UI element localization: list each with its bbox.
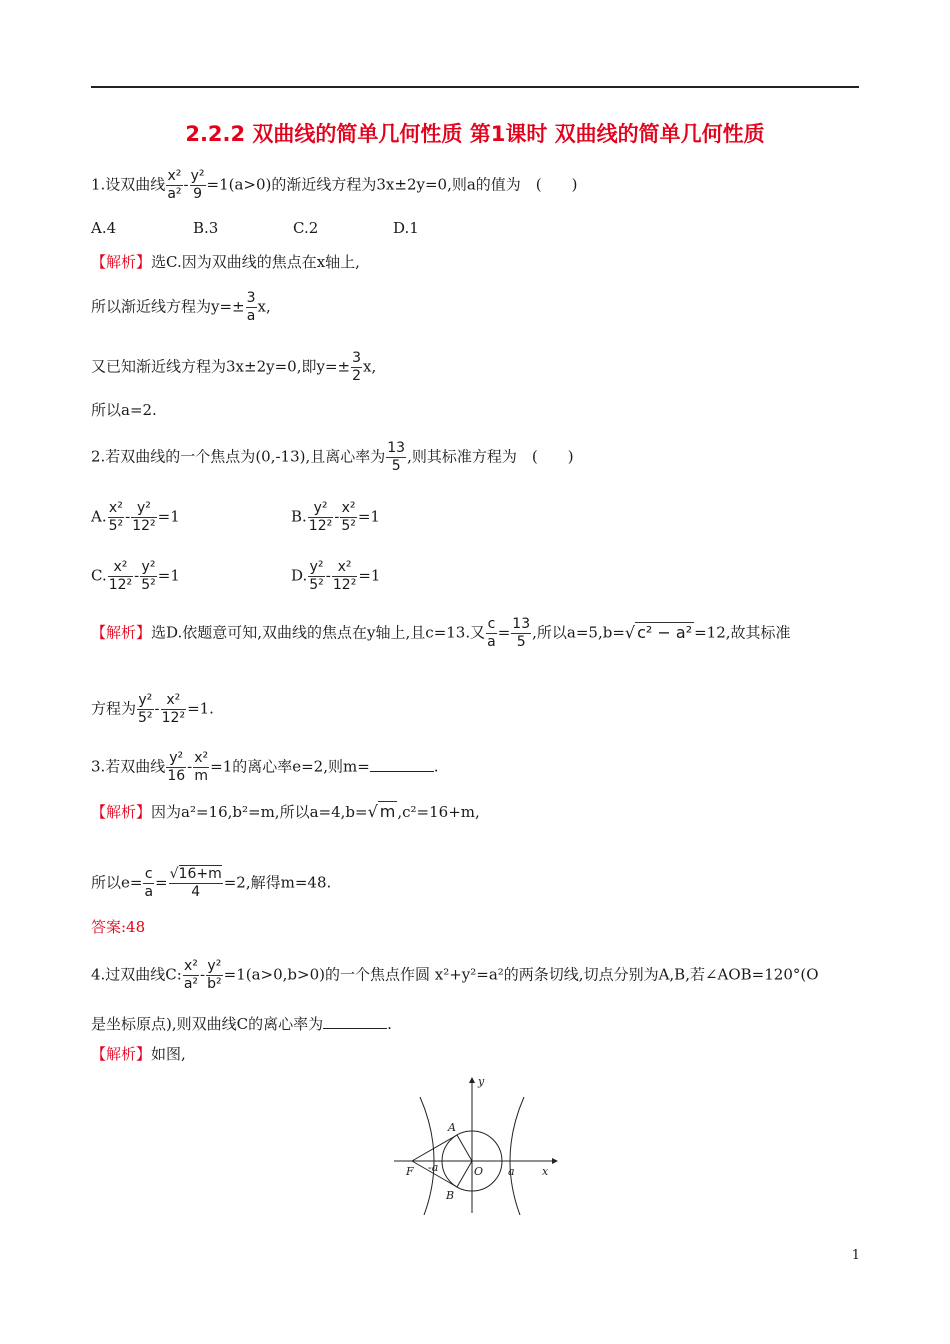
label-b-point: B bbox=[446, 1189, 455, 1202]
radius-oa bbox=[457, 1135, 472, 1161]
q1-option-a: A.4 bbox=[91, 219, 117, 237]
hyperbola-left-branch bbox=[420, 1097, 434, 1215]
sqrt-m: √ m bbox=[367, 802, 396, 821]
q3-solution-line2: 所以e= $\frac{c}{a}$ = $\frac{√16+m}{4}$ =2,解得m=48. bbox=[91, 866, 332, 900]
header-rule bbox=[91, 86, 859, 88]
q1-option-b: B.3 bbox=[193, 219, 219, 237]
radius-ob bbox=[457, 1161, 472, 1187]
label-x: x bbox=[542, 1165, 549, 1178]
q2-option-a: A. $\frac{\text{x²}}{\text{5²}}$ - $\frac{\text{y²}}{\text{12²}}$ =1 bbox=[91, 500, 180, 534]
q4-stem-line2: 是坐标原点),则双曲线C的离心率为 . bbox=[91, 1015, 392, 1033]
q4-solution-line1: 【解析】如图, bbox=[91, 1045, 186, 1063]
q2-stem: 2.若双曲线的一个焦点为(0,-13),且离心率为 $\frac{13}{5}$ ,则其标准方程为 ( ) bbox=[91, 440, 574, 474]
q1-solution-line2: 所以渐近线方程为y=± $\frac{3}{a}$ x, bbox=[91, 290, 271, 324]
q1-option-c: C.2 bbox=[293, 219, 319, 237]
page-number: 1 bbox=[851, 1248, 860, 1263]
label-f: F bbox=[406, 1165, 414, 1178]
sqrt-expression: √ c² − a² bbox=[624, 622, 693, 642]
page-title: 2.2.2 双曲线的简单几何性质 第1课时 双曲线的简单几何性质 bbox=[185, 122, 765, 146]
hyperbola-figure bbox=[390, 1075, 560, 1215]
answer-blank bbox=[323, 1014, 387, 1029]
q2-option-d: D. $\frac{\text{y²}}{\text{5²}}$ - $\frac{\text{x²}}{\text{12²}}$ =1 bbox=[291, 559, 381, 593]
q3-stem: 3.若双曲线 $\frac{\text{y²}}{16}$ - $\frac{\text{x²}}{m}$ =1的离心率e=2,则m= . bbox=[91, 750, 439, 784]
hyperbola-right-branch bbox=[510, 1097, 524, 1215]
q1-frac-y: $\frac{\text{y²}}{9}$ bbox=[190, 168, 205, 202]
q2-option-c: C. $\frac{\text{x²}}{\text{12²}}$ - $\frac{\text{y²}}{\text{5²}}$ =1 bbox=[91, 559, 180, 593]
tangent-fa bbox=[412, 1135, 457, 1161]
label-o: O bbox=[474, 1165, 484, 1178]
label-a-point: A bbox=[448, 1121, 456, 1134]
x-axis-arrow bbox=[552, 1158, 558, 1164]
q1-solution-line3: 又已知渐近线方程为3x±2y=0,即y=± $\frac{3}{2}$ x, bbox=[91, 350, 377, 384]
q1-option-d: D.1 bbox=[393, 219, 419, 237]
answer-blank bbox=[370, 757, 434, 772]
q3-solution-line1: 【解析】因为a²=16,b²=m,所以a=4,b=√ m ,c²=16+m, bbox=[91, 802, 480, 821]
solution-tag: 【解析】 bbox=[91, 623, 152, 642]
q2-option-b: B. $\frac{\text{y²}}{\text{12²}}$ - $\frac{\text{x²}}{\text{5²}}$ =1 bbox=[291, 500, 380, 534]
solution-tag: 【解析】 bbox=[91, 1045, 152, 1063]
q2-solution-line2: 方程为 $\frac{\text{y²}}{\text{5²}}$ - $\frac{\text{x²}}{\text{12²}}$ =1. bbox=[91, 692, 214, 726]
y-axis-arrow bbox=[469, 1077, 475, 1083]
solution-tag: 【解析】 bbox=[91, 803, 152, 821]
q3-answer: 答案:48 bbox=[91, 918, 146, 936]
label-a-value: a bbox=[508, 1165, 515, 1178]
q1-frac-x: $\frac{\text{x²}}{\text{a²}}$ bbox=[167, 168, 182, 202]
q1-solution-line1: 【解析】选C.因为双曲线的焦点在x轴上, bbox=[91, 253, 360, 271]
q1-stem: 1.设双曲线 $\frac{\text{x²}}{\text{a²}}$ - $\frac{\text{y²}}{9}$ =1(a>0)的渐近线方程为3x±2y=0,则a的值为 ( ) bbox=[91, 168, 578, 202]
label-y: y bbox=[478, 1075, 485, 1088]
label-neg-a: -a bbox=[428, 1161, 439, 1174]
q2-solution-line1: 【解析】选D.依题意可知,双曲线的焦点在y轴上,且c=13.又 $\frac{c}{a}$ = $\frac{13}{5}$ ,所以a=5,b=√ c² − a² =12,故其标准 bbox=[91, 616, 791, 650]
solution-tag: 【解析】 bbox=[91, 253, 152, 271]
q4-stem-line1: 4.过双曲线C: $\frac{\text{x²}}{\text{a²}}$ - $\frac{\text{y²}}{\text{b²}}$ =1(a>0,b>0)的一个焦点作圆 x²+y²=a²的两条切线,切点分别为A,B,若∠AOB=120°(O bbox=[91, 958, 819, 992]
q1-solution-line4: 所以a=2. bbox=[91, 401, 157, 419]
